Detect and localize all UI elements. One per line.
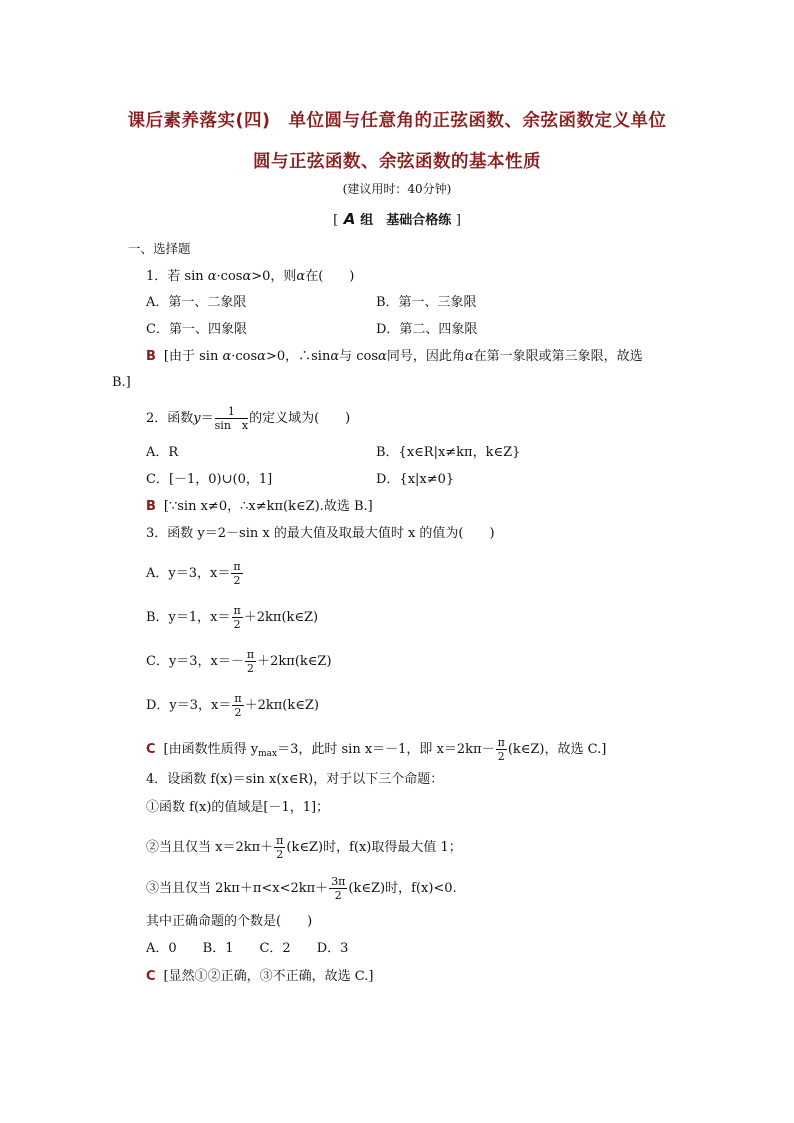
q1-explanation-cont: B.] <box>112 375 131 390</box>
frac-num: π <box>233 560 241 573</box>
q4-p2-frac <box>274 835 285 860</box>
q4-p3-text: ③当且仅当 2kπ＋π<x<2kπ＋ <box>146 881 329 896</box>
q4-answer: C <box>146 969 156 984</box>
group-label: 组 基础合格练 <box>360 213 452 228</box>
q3-explanation <box>146 737 606 763</box>
q2-option-c: C．[－1，0)∪(0，1] <box>146 472 273 487</box>
q4-p2-text: ②当且仅当 x＝2kπ＋ <box>146 840 274 855</box>
q3-option-b-text: B．y＝1，x＝ <box>146 610 231 625</box>
q4-proposition-1: ①函数 f(x)的值域是[－1，1]； <box>146 800 330 815</box>
q2-stem <box>146 406 350 431</box>
q2-var-y: y <box>193 411 201 426</box>
q3-option-c-frac <box>245 649 256 674</box>
q2-stem-text: 2．函数 <box>146 411 194 426</box>
frac-num: 3π <box>331 875 346 888</box>
q1-explain-text: 同号，因此角 <box>386 349 465 364</box>
q3-option-d-frac <box>232 693 243 718</box>
q2-option-a: A．R <box>146 445 179 460</box>
q1-explanation <box>146 348 643 366</box>
q4-p3-frac <box>329 876 347 901</box>
group-bracket-open: [ <box>333 213 339 228</box>
q3-option-d-text: D．y＝3，x＝ <box>146 698 232 713</box>
q2-frac-den: sin x <box>214 419 249 432</box>
q1-alpha: α <box>464 349 474 364</box>
q4-proposition-3 <box>146 876 457 901</box>
q4-p3-text: (k∈Z)时，f(x)<0. <box>348 881 457 896</box>
q3-stem: 3．函数 y＝2－sin x 的最大值及取最大值时 x 的值为( ) <box>146 526 495 541</box>
frac-den: 2 <box>234 706 242 719</box>
q2-eq: ＝ <box>200 411 214 426</box>
q3-option-d-text: ＋2kπ(k∈Z) <box>244 698 319 713</box>
suggested-time: (建议用时：40分钟) <box>342 182 452 196</box>
q1-alpha: α <box>242 269 252 284</box>
q3-option-c-text: ＋2kπ(k∈Z) <box>257 654 332 669</box>
q2-explain-text: [∵sin x≠0，∴x≠kπ(k∈Z).故选 B.] <box>163 499 373 514</box>
q4-proposition-2 <box>146 835 462 860</box>
frac-num: π <box>246 648 255 661</box>
q4-stem: 4．设函数 f(x)＝sin x(x∈R)，对于以下三个命题： <box>146 772 444 787</box>
q1-stem <box>146 268 354 286</box>
page-title-line1: 课后素养落实(四) 单位圆与任意角的正弦函数、余弦函数定义单位 <box>127 111 667 131</box>
frac-num: π <box>276 834 284 847</box>
q4-ask: 其中正确命题的个数是( ) <box>146 914 313 929</box>
q3-explain-sub: max <box>258 749 278 759</box>
q3-option-a-text: A．y＝3，x＝ <box>146 566 231 581</box>
section-label: 一、选择题 <box>128 241 191 256</box>
frac-den: 2 <box>233 618 241 631</box>
q1-alpha: α <box>330 349 340 364</box>
q1-stem-text: ·cos <box>216 269 243 284</box>
q1-option-c: C．第一、四象限 <box>146 322 247 337</box>
q4-options: A．0 B．1 C．2 D．3 <box>146 941 349 956</box>
q1-explain-text: 与 cos <box>339 349 379 364</box>
frac-num: π <box>497 736 505 749</box>
q2-answer: B <box>146 499 156 514</box>
q1-alpha: α <box>257 349 266 364</box>
q1-stem-text: 1．若 sin <box>146 269 204 284</box>
q3-option-b-text: ＋2kπ(k∈Z) <box>243 610 319 625</box>
q3-option-b-frac <box>232 605 243 630</box>
q2-option-b: B．{x∈R|x≠kπ，k∈Z} <box>376 445 521 460</box>
q3-explain-text: ＝3，此时 sin x＝－1，即 x＝2kπ－ <box>277 742 495 757</box>
frac-den: 2 <box>276 848 284 861</box>
q1-option-a: A．第一、二象限 <box>146 295 247 310</box>
q4-explain-text: [显然①②正确，③不正确，故选 C.] <box>163 969 374 984</box>
q3-option-b <box>146 605 318 630</box>
q1-alpha: α <box>207 269 217 284</box>
q3-option-c-text: C．y＝3，x＝－ <box>146 654 244 669</box>
q3-option-c <box>146 649 332 674</box>
q3-option-a <box>146 561 244 586</box>
q1-explain-text: [由于 sin <box>163 349 219 364</box>
q1-answer: B <box>146 349 156 364</box>
q2-option-d: D．{x|x≠0} <box>376 472 455 487</box>
frac-num: π <box>234 692 242 705</box>
frac-den: 2 <box>233 574 241 587</box>
q1-alpha: α <box>222 349 232 364</box>
q1-alpha: α <box>378 349 387 364</box>
q3-option-a-frac <box>231 561 242 586</box>
q3-explain-text: (k∈Z)，故选 C.] <box>507 742 607 757</box>
q3-answer: C <box>146 742 156 757</box>
group-letter: A <box>343 210 356 228</box>
q4-explanation <box>146 968 373 986</box>
frac-den: 2 <box>497 750 505 763</box>
frac-num: π <box>233 604 241 617</box>
q1-stem-text: 在( ) <box>305 269 355 284</box>
group-heading <box>0 209 794 228</box>
q1-alpha: α <box>296 269 306 284</box>
q3-explain-text: [由函数性质得 y <box>163 742 259 757</box>
q1-explain-text: ·cos <box>231 349 258 364</box>
q3-explain-frac <box>496 737 507 762</box>
q2-explanation <box>146 498 373 516</box>
q1-option-b: B．第一、三象限 <box>376 295 477 310</box>
group-bracket-close: ] <box>455 213 461 228</box>
q1-stem-text: >0，则 <box>251 269 297 284</box>
q1-option-d: D．第二、四象限 <box>376 322 478 337</box>
page-title-line2: 圆与正弦函数、余弦函数的基本性质 <box>253 152 541 172</box>
q2-stem-text: 的定义域为( ) <box>249 411 351 426</box>
q4-p2-text: (k∈Z)时，f(x)取得最大值 1； <box>286 840 462 855</box>
q2-fraction <box>215 406 248 431</box>
q1-explain-text: >0，∴sin <box>265 349 331 364</box>
frac-den: 2 <box>247 662 255 675</box>
frac-den: 2 <box>334 889 342 902</box>
q2-frac-num: 1 <box>215 406 248 419</box>
q1-explain-text: 在第一象限或第三象限，故选 <box>473 349 643 364</box>
q3-option-d <box>146 693 319 718</box>
